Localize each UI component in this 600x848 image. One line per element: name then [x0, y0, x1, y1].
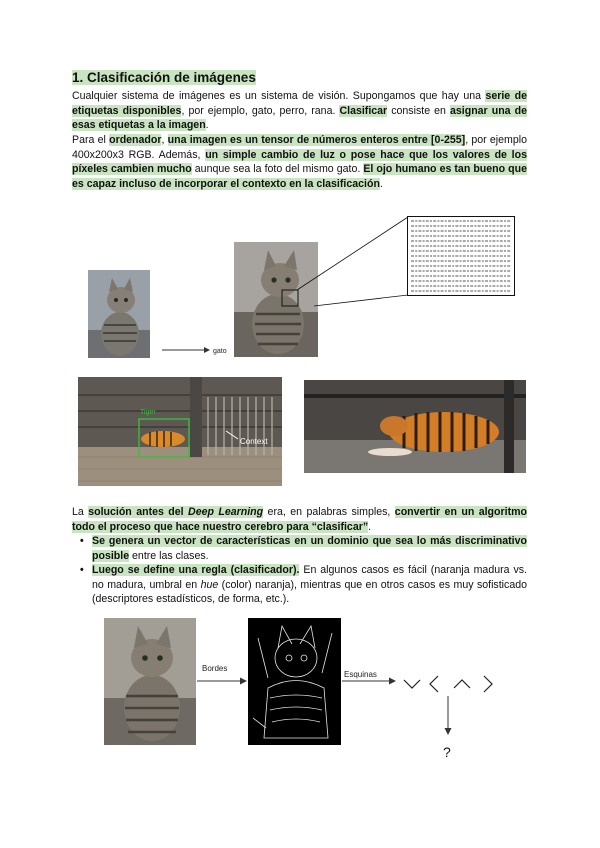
tiger-context-photo: [78, 377, 282, 486]
zoom-lines: [280, 210, 410, 320]
label-context: Context: [240, 437, 268, 446]
cat-photo-pipeline: [104, 618, 196, 745]
cat-edges-image: [248, 618, 341, 745]
section-title: 1. Clasificación de imágenes: [72, 70, 256, 85]
arrow-bordes: [196, 676, 248, 686]
arrow-to-gato: [160, 345, 212, 355]
pixel-value-matrix: [407, 216, 515, 296]
paragraph-before-dl: La solución antes del Deep Learning era, en palabras simples, convertir en un algoritmo todo el proceso que hace nuestro cerebro para “clasificar”.: [72, 506, 527, 533]
classification-result-question: ?: [443, 744, 451, 760]
cat-photo-small: [88, 270, 150, 358]
paragraph-computer-view: Para el ordenador, una imagen es un tensor de números enteros entre [0-255], por ejemplo 400x200x3 RGB. Además, un simple cambio de luz o pose hace que los valores de los píxeles cambien mucho aunque sea la foto del mismo gato. El ojo humano es tan bueno que es capaz incluso de incorporar el contexto en la clasificación.: [72, 134, 527, 190]
corner-features: [402, 674, 498, 694]
bullet-classifier-rule: • Luego se define una regla (clasificador). En algunos casos es fácil (naranja madura vs. no madura, umbral en hue (color) naranja), mientras que en otros casos es muy sofisticado (descriptores estadísticos, de forma, etc.).: [80, 564, 527, 606]
bullet-feature-vector: • Se genera un vector de características en un dominio que sea lo más discriminativo posible entre las clases.: [80, 535, 527, 562]
label-gato: gato: [213, 348, 227, 355]
label-tiger: Tiger: [140, 409, 156, 416]
label-esquinas: Esquinas: [344, 670, 377, 679]
tiger-sleeping-photo: [304, 380, 526, 473]
arrow-down-classifier: [443, 696, 453, 736]
label-bordes: Bordes: [202, 664, 228, 673]
paragraph-intro: Cualquier sistema de imágenes es un sistema de visión. Supongamos que hay una serie de etiquetas disponibles, por ejemplo, gato, perro, rana. Clasificar consiste en asignar una de esas etiquetas a la imagen.: [72, 90, 527, 132]
